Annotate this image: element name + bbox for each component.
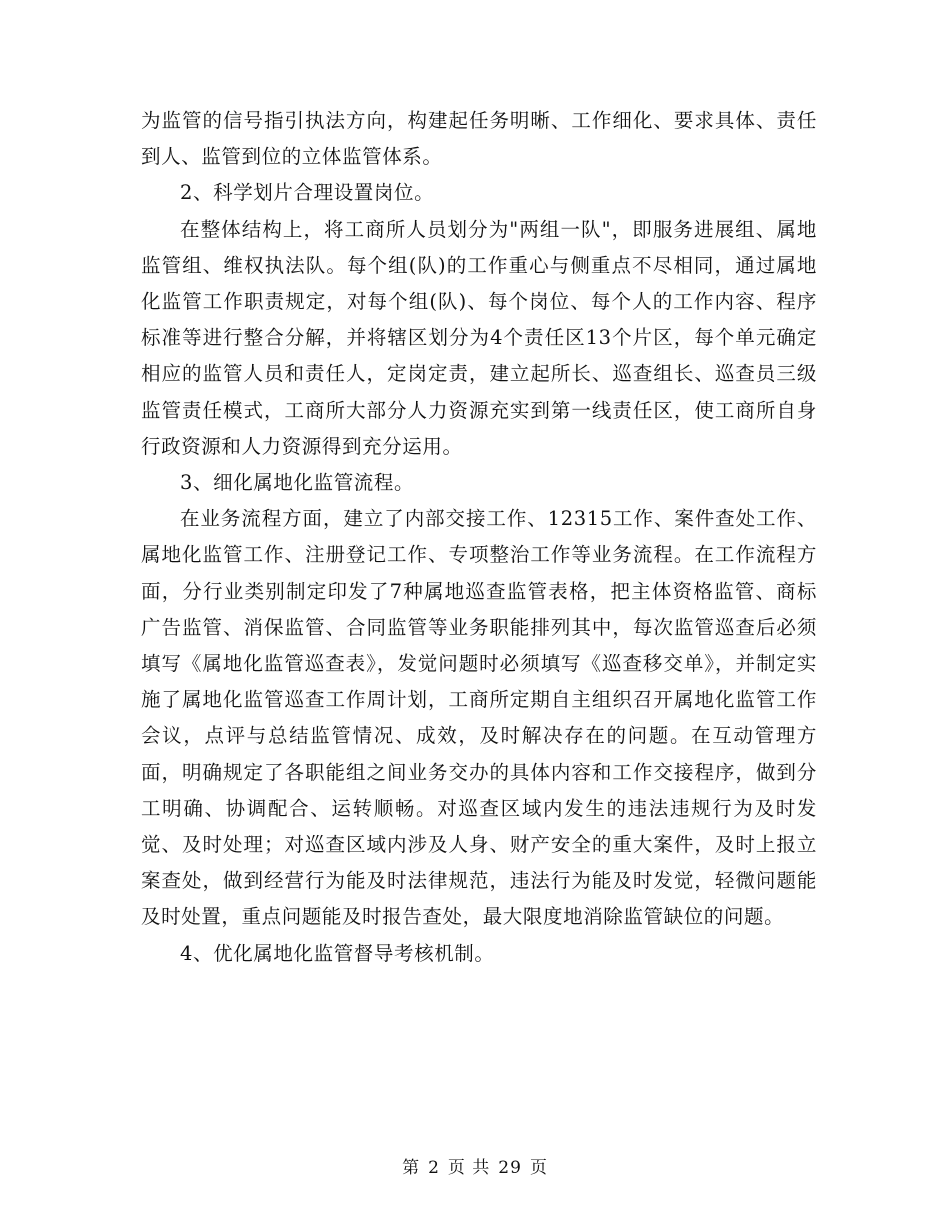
heading-4-optimize-assessment: 4、优化属地化监管督导考核机制。: [180, 941, 495, 965]
footer-page-number: 2: [428, 1158, 440, 1178]
footer-prefix: 第: [402, 1158, 421, 1178]
heading-3-refine-process: 3、细化属地化监管流程。: [180, 471, 415, 495]
document-body: [141, 103, 817, 972]
page-footer: [0, 1153, 950, 1178]
footer-suffix: 页: [529, 1158, 548, 1178]
paragraph-process: 在业务流程方面，建立了内部交接工作、12315工作、案件查处工作、属地化监管工作、注册登记工作、专项整治工作等业务流程。在工作流程方面，分行业类别制定印发了7种属地巡查监管表格，把主体资格监管、商标广告监管、消保监管、合同监管等业务职能排列其中，每次监管巡查后必须填写《属地化监管巡查表》，发觉问题时必须填写《巡查移交单》，并制定实施了属地化监管巡查工作周计划，工商所定期自主组织召开属地化监管工作会议，点评与总结监管情况、成效，及时解决存在的问题。在互动管理方面，明确规定了各职能组之间业务交办的具体内容和工作交接程序，做到分工明确、协调配合、运转顺畅。对巡查区域内发生的违法违规行为及时发觉、及时处理；对巡查区域内涉及人身、财产安全的重大案件，及时上报立案查处，做到经营行为能及时法律规范，违法行为能及时发觉，轻微问题能及时处置，重点问题能及时报告查处，最大限度地消除监管缺位的问题。: [141, 507, 817, 929]
heading-2-scientific-zoning: 2、科学划片合理设置岗位。: [180, 181, 435, 205]
paragraph-structure: 在整体结构上，将工商所人员划分为"两组一队"，即服务进展组、属地监管组、维权执法队。每个组(队)的工作重心与侧重点不尽相同，通过属地化监管工作职责规定，对每个组(队)、每个岗位、每个人的工作内容、程序标准等进行整合分解，并将辖区划分为4个责任区13个片区，每个单元确定相应的监管人员和责任人，定岗定责，建立起所长、巡查组长、巡查员三级监管责任模式，工商所大部分人力资源充实到第一线责任区，使工商所自身行政资源和人力资源得到充分运用。: [141, 217, 817, 458]
paragraph-1: 为监管的信号指引执法方向，构建起任务明晰、工作细化、要求具体、责任到人、监管到位的立体监管体系。: [141, 109, 817, 169]
footer-middle: 页 共: [447, 1158, 491, 1178]
footer-total-pages: 29: [498, 1158, 522, 1178]
